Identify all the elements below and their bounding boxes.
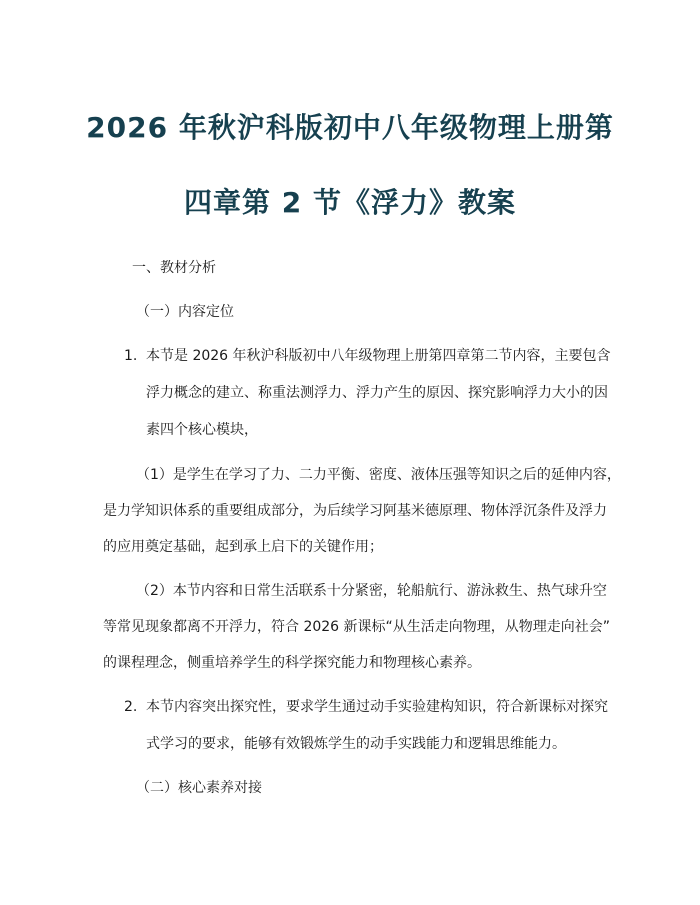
list-item-number-1: 1. <box>124 348 138 364</box>
list-item-2-line-1: 本节内容突出探究性，要求学生通过动手实验建构知识，符合新课标对探究 <box>146 699 608 715</box>
section-heading-textbook-analysis: 一、教材分析 <box>132 260 216 276</box>
subsection-heading-content-positioning: （一）内容定位 <box>136 304 234 320</box>
list-item-number-2: 2. <box>124 699 138 715</box>
list-item-1-line-3: 素四个核心模块， <box>146 422 258 438</box>
paragraph-1-line-2: 是力学知识体系的重要组成部分，为后续学习阿基米德原理、物体浮沉条件及浮力 <box>103 503 607 519</box>
subsection-heading-core-literacy: （二）核心素养对接 <box>136 780 262 796</box>
document-title-line-2: 四章第 2 节《浮力》教案 <box>184 186 516 219</box>
list-item-1-line-1: 本节是 2026 年秋沪科版初中八年级物理上册第四章第二节内容，主要包含 <box>146 348 611 364</box>
paragraph-2-line-1: （2）本节内容和日常生活联系十分紧密，轮船航行、游泳救生、热气球升空 <box>136 583 607 599</box>
paragraph-1-line-3: 的应用奠定基础，起到承上启下的关键作用； <box>103 539 383 555</box>
list-item-2-line-2: 式学习的要求，能够有效锻炼学生的动手实践能力和逻辑思维能力。 <box>146 736 566 752</box>
paragraph-2-line-2: 等常见现象都离不开浮力，符合 2026 新课标“从生活走向物理，从物理走向社会” <box>103 619 611 635</box>
list-item-1-line-2: 浮力概念的建立、称重法测浮力、浮力产生的原因、探究影响浮力大小的因 <box>146 385 608 401</box>
paragraph-2-line-3: 的课程理念，侧重培养学生的科学探究能力和物理核心素养。 <box>103 655 481 671</box>
paragraph-1-line-1: （1）是学生在学习了力、二力平衡、密度、液体压强等知识之后的延伸内容， <box>136 467 621 483</box>
document-title-line-1: 2026 年秋沪科版初中八年级物理上册第 <box>86 111 614 144</box>
